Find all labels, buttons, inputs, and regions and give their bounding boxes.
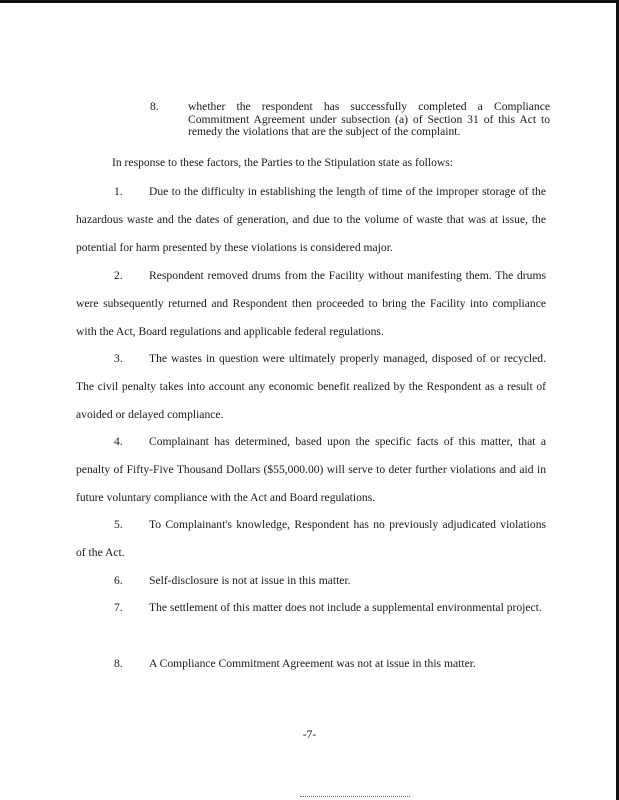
paragraph-number: 4. [114,435,123,448]
paragraph-text: Due to the difficulty in establishing the length of time of the improper storage of the hazardous waste and the dates of generation, and due to the volume of waste that was at issue, the potential for harm presented by these violations is considered major. [76,185,546,254]
paragraph-2 [76,262,546,346]
paragraph-number: 8. [114,657,123,670]
paragraph-text: The wastes in question were ultimately properly managed, disposed of or recycled. The civil penalty takes into account any economic benefit realized by the Respondent as a result of avoided or delayed compliance. [76,352,546,421]
paragraph-4 [76,428,546,512]
sub-item-text: whether the respondent has successfully completed a Compliance Commitment Agreement under subsection (a) of Section 31 of this Act to remedy the violations that are the subject of the complaint. [188,100,550,138]
paragraph-number: 7. [114,601,123,614]
page-edge-bottom [300,795,410,797]
sub-item-8 [150,101,550,139]
paragraph-text: The settlement of this matter does not include a supplemental environmental project. [149,601,542,614]
page-edge-top [0,0,619,3]
paragraph-text: Self-disclosure is not at issue in this matter. [149,574,351,587]
paragraph-text: Respondent removed drums from the Facility without manifesting them. The drums were subsequently returned and Respondent then proceeded to bring the Facility into compliance with the Act, Board regulations and applicable federal regulations. [76,269,546,338]
paragraph-text: Complainant has determined, based upon the specific facts of this matter, that a penalty of Fifty-Five Thousand Dollars ($55,000.00) will serve to deter further violations and aid in future voluntary compliance with the Act and Board regulations. [76,435,546,504]
sub-item-number: 8. [150,100,159,113]
paragraph-8 [76,650,546,678]
intro-sentence: In response to these factors, the Parties to the Stipulation state as follows: [112,156,453,169]
paragraph-3 [76,345,546,429]
paragraph-number: 5. [114,518,123,531]
paragraph-number: 1. [114,185,123,198]
paragraph-5 [76,511,546,567]
paragraph-text: A Compliance Commitment Agreement was not at issue in this matter. [149,657,476,670]
page-number: -7- [302,728,317,741]
paragraph-number: 3. [114,352,123,365]
paragraph-number: 2. [114,269,123,282]
paragraph-text: To Complainant's knowledge, Respondent has no previously adjudicated violations of the Act. [76,518,546,559]
paragraph-number: 6. [114,574,123,587]
paragraph-6 [76,567,546,595]
paragraph-7 [76,594,546,622]
paragraph-1 [76,178,546,262]
